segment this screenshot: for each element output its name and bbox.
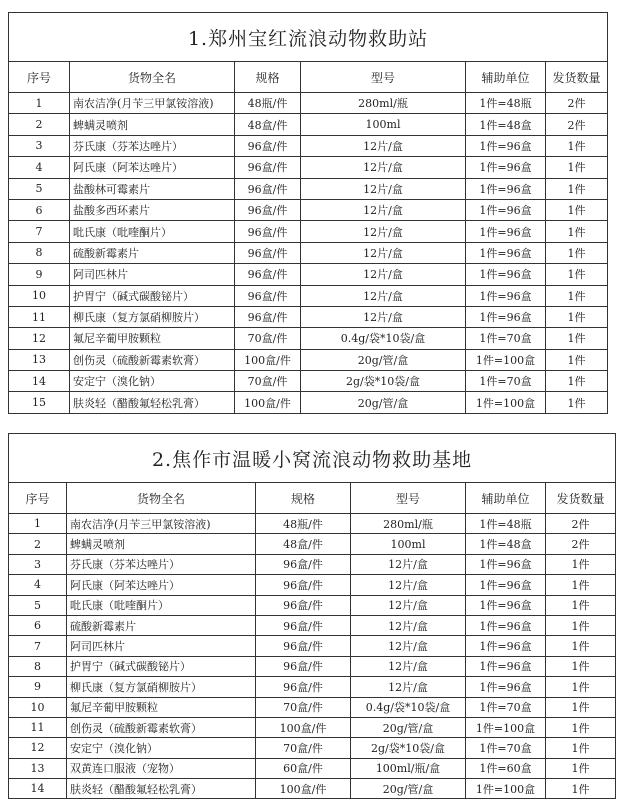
cell-quantity: 1件 (546, 656, 616, 676)
cell-aux-unit: 1件=100盒 (466, 717, 546, 737)
cell-spec: 96盒/件 (256, 636, 351, 656)
cell-aux-unit: 1件=96盒 (466, 636, 546, 656)
cell-quantity: 1件 (546, 595, 616, 615)
cell-index: 12 (9, 328, 70, 349)
cell-aux-unit: 1件=96盒 (466, 264, 546, 285)
cell-quantity: 1件 (546, 738, 616, 758)
header-row (9, 483, 616, 514)
table-row (9, 595, 616, 615)
cell-model: 280ml/瓶 (301, 93, 466, 114)
table-row (9, 178, 608, 199)
table-row (9, 656, 616, 676)
cell-aux-unit: 1件=70盒 (466, 697, 546, 717)
cell-quantity: 2件 (546, 93, 608, 114)
cell-index: 14 (9, 779, 67, 799)
cell-item-name: 芬氏康（芬苯达唑片） (67, 554, 256, 574)
cell-model: 20g/管/盒 (351, 779, 466, 799)
table-title: 2.焦作市温暖小窝流浪动物救助基地 (9, 434, 616, 483)
cell-model: 12片/盒 (351, 636, 466, 656)
cell-spec: 96盒/件 (256, 575, 351, 595)
cell-index: 7 (9, 636, 67, 656)
table-row (9, 264, 608, 285)
cell-item-name: 硫酸新霉素片 (67, 615, 256, 635)
cell-quantity: 1件 (546, 371, 608, 392)
cell-index: 7 (9, 221, 70, 242)
table-row (9, 135, 608, 156)
cell-aux-unit: 1件=96盒 (466, 157, 546, 178)
cell-quantity: 1件 (546, 779, 616, 799)
cell-model: 12片/盒 (301, 157, 466, 178)
cell-spec: 70盒/件 (235, 371, 301, 392)
table-row (9, 575, 616, 595)
cell-quantity: 1件 (546, 157, 608, 178)
table-row (9, 514, 616, 534)
cell-spec: 48盒/件 (256, 534, 351, 554)
cell-index: 13 (9, 349, 70, 370)
cell-aux-unit: 1件=96盒 (466, 285, 546, 306)
cell-item-name: 吡氏康（吡喹酮片） (67, 595, 256, 615)
header-spec: 规格 (256, 483, 351, 514)
cell-item-name: 蜱螨灵喷剂 (67, 534, 256, 554)
header-quantity: 发货数量 (546, 483, 616, 514)
cell-item-name: 肤炎轻（醋酸氟轻松乳膏） (70, 392, 235, 413)
cell-aux-unit: 1件=96盒 (466, 221, 546, 242)
table-row (9, 697, 616, 717)
header-model: 型号 (351, 483, 466, 514)
cell-quantity: 1件 (546, 135, 608, 156)
cell-spec: 96盒/件 (256, 615, 351, 635)
cell-item-name: 阿司匹林片 (67, 636, 256, 656)
cell-index: 11 (9, 717, 67, 737)
cell-quantity: 1件 (546, 717, 616, 737)
cell-spec: 96盒/件 (235, 221, 301, 242)
cell-index: 9 (9, 264, 70, 285)
cell-aux-unit: 1件=96盒 (466, 677, 546, 697)
cell-model: 280ml/瓶 (351, 514, 466, 534)
header-index: 序号 (9, 483, 67, 514)
cell-quantity: 1件 (546, 178, 608, 199)
cell-item-name: 创伤灵（硫酸新霉素软膏） (70, 349, 235, 370)
header-index: 序号 (9, 62, 70, 93)
cell-index: 13 (9, 758, 67, 778)
cell-aux-unit: 1件=96盒 (466, 242, 546, 263)
cell-quantity: 2件 (546, 534, 616, 554)
cell-index: 3 (9, 135, 70, 156)
cell-item-name: 氟尼辛葡甲胺颗粒 (67, 697, 256, 717)
cell-spec: 48瓶/件 (256, 514, 351, 534)
header-item-name: 货物全名 (67, 483, 256, 514)
cell-model: 12片/盒 (301, 264, 466, 285)
cell-item-name: 阿司匹林片 (70, 264, 235, 285)
cell-model: 12片/盒 (351, 615, 466, 635)
cell-quantity: 2件 (546, 114, 608, 135)
header-aux-unit: 辅助单位 (466, 62, 546, 93)
cell-quantity: 1件 (546, 575, 616, 595)
cell-aux-unit: 1件=100盒 (466, 392, 546, 413)
cell-index: 12 (9, 738, 67, 758)
cell-index: 10 (9, 285, 70, 306)
cell-quantity: 1件 (546, 615, 616, 635)
cell-quantity: 1件 (546, 697, 616, 717)
cell-aux-unit: 1件=96盒 (466, 199, 546, 220)
cell-index: 4 (9, 157, 70, 178)
cell-model: 12片/盒 (351, 656, 466, 676)
table-row (9, 758, 616, 778)
cell-index: 14 (9, 371, 70, 392)
cell-index: 11 (9, 306, 70, 327)
cell-item-name: 安定宁（溴化钠） (70, 371, 235, 392)
header-item-name: 货物全名 (70, 62, 235, 93)
table-row (9, 349, 608, 370)
cell-quantity: 1件 (546, 242, 608, 263)
cell-spec: 96盒/件 (256, 554, 351, 574)
cell-item-name: 安定宁（溴化钠） (67, 738, 256, 758)
cell-quantity: 1件 (546, 392, 608, 413)
cell-quantity: 1件 (546, 264, 608, 285)
cell-quantity: 1件 (546, 349, 608, 370)
title-row (9, 13, 608, 62)
cell-aux-unit: 1件=100盒 (466, 349, 546, 370)
cell-model: 12片/盒 (301, 135, 466, 156)
cell-item-name: 阿氏康（阿苯达唑片） (67, 575, 256, 595)
cell-index: 1 (9, 514, 67, 534)
cell-index: 4 (9, 575, 67, 595)
cell-model: 12片/盒 (351, 575, 466, 595)
header-aux-unit: 辅助单位 (466, 483, 546, 514)
cell-item-name: 柳氏康（复方氯硝柳胺片） (67, 677, 256, 697)
table-row (9, 717, 616, 737)
table-row (9, 114, 608, 135)
cell-spec: 70盒/件 (256, 697, 351, 717)
cell-item-name: 双黄连口服液（宠物） (67, 758, 256, 778)
cell-model: 12片/盒 (301, 221, 466, 242)
cell-index: 5 (9, 595, 67, 615)
cell-item-name: 柳氏康（复方氯硝柳胺片） (70, 306, 235, 327)
cell-spec: 96盒/件 (256, 595, 351, 615)
table-row (9, 221, 608, 242)
cell-item-name: 南农洁净(月苄三甲氯铵溶液) (67, 514, 256, 534)
cell-model: 12片/盒 (301, 306, 466, 327)
cell-aux-unit: 1件=70盒 (466, 328, 546, 349)
cell-item-name: 创伤灵（硫酸新霉素软膏） (67, 717, 256, 737)
table-row (9, 779, 616, 799)
cell-index: 2 (9, 114, 70, 135)
cell-item-name: 护胃宁（碱式碳酸铋片） (70, 285, 235, 306)
cell-item-name: 南农洁净(月苄三甲氯铵溶液) (70, 93, 235, 114)
shipment-table-zhengzhou (8, 12, 608, 414)
cell-spec: 48瓶/件 (235, 93, 301, 114)
cell-quantity: 1件 (546, 221, 608, 242)
cell-spec: 96盒/件 (235, 264, 301, 285)
cell-model: 0.4g/袋*10袋/盒 (301, 328, 466, 349)
cell-aux-unit: 1件=96盒 (466, 554, 546, 574)
cell-model: 12片/盒 (351, 554, 466, 574)
cell-aux-unit: 1件=96盒 (466, 656, 546, 676)
cell-item-name: 阿氏康（阿苯达唑片） (70, 157, 235, 178)
cell-spec: 96盒/件 (235, 178, 301, 199)
cell-spec: 96盒/件 (235, 157, 301, 178)
cell-item-name: 蜱螨灵喷剂 (70, 114, 235, 135)
table-row (9, 738, 616, 758)
cell-item-name: 肤炎轻（醋酸氟轻松乳膏） (67, 779, 256, 799)
table-row (9, 554, 616, 574)
cell-aux-unit: 1件=96盒 (466, 306, 546, 327)
cell-model: 2g/袋*10袋/盒 (351, 738, 466, 758)
table-row (9, 285, 608, 306)
cell-model: 100ml/瓶/盒 (351, 758, 466, 778)
table-row (9, 615, 616, 635)
cell-quantity: 1件 (546, 199, 608, 220)
cell-index: 2 (9, 534, 67, 554)
cell-model: 2g/袋*10袋/盒 (301, 371, 466, 392)
cell-spec: 96盒/件 (256, 656, 351, 676)
cell-quantity: 1件 (546, 677, 616, 697)
cell-index: 9 (9, 677, 67, 697)
cell-aux-unit: 1件=48盒 (466, 114, 546, 135)
cell-index: 15 (9, 392, 70, 413)
cell-aux-unit: 1件=96盒 (466, 615, 546, 635)
cell-quantity: 1件 (546, 758, 616, 778)
cell-model: 20g/管/盒 (351, 717, 466, 737)
cell-aux-unit: 1件=100盒 (466, 779, 546, 799)
cell-aux-unit: 1件=96盒 (466, 178, 546, 199)
cell-item-name: 盐酸林可霉素片 (70, 178, 235, 199)
table-row (9, 199, 608, 220)
cell-model: 20g/管/盒 (301, 349, 466, 370)
cell-index: 6 (9, 615, 67, 635)
header-model: 型号 (301, 62, 466, 93)
cell-spec: 96盒/件 (256, 677, 351, 697)
cell-model: 12片/盒 (301, 178, 466, 199)
cell-spec: 70盒/件 (256, 738, 351, 758)
table-row (9, 636, 616, 656)
cell-spec: 96盒/件 (235, 242, 301, 263)
cell-spec: 70盒/件 (235, 328, 301, 349)
cell-aux-unit: 1件=60盒 (466, 758, 546, 778)
cell-item-name: 盐酸多西环素片 (70, 199, 235, 220)
table-row (9, 371, 608, 392)
cell-index: 8 (9, 242, 70, 263)
cell-index: 8 (9, 656, 67, 676)
header-quantity: 发货数量 (546, 62, 608, 93)
table-row (9, 392, 608, 413)
table-body (9, 434, 616, 799)
cell-item-name: 芬氏康（芬苯达唑片） (70, 135, 235, 156)
table-row (9, 328, 608, 349)
table-row (9, 93, 608, 114)
cell-model: 12片/盒 (351, 677, 466, 697)
cell-quantity: 1件 (546, 328, 608, 349)
cell-quantity: 1件 (546, 285, 608, 306)
cell-model: 0.4g/袋*10袋/盒 (351, 697, 466, 717)
cell-model: 100ml (351, 534, 466, 554)
table-row (9, 677, 616, 697)
table-row (9, 242, 608, 263)
cell-aux-unit: 1件=70盒 (466, 371, 546, 392)
table-body (9, 13, 608, 414)
header-row (9, 62, 608, 93)
cell-aux-unit: 1件=96盒 (466, 575, 546, 595)
cell-item-name: 氟尼辛葡甲胺颗粒 (70, 328, 235, 349)
cell-spec: 100盒/件 (256, 717, 351, 737)
cell-spec: 100盒/件 (235, 349, 301, 370)
cell-model: 12片/盒 (351, 595, 466, 615)
table-row (9, 157, 608, 178)
cell-index: 5 (9, 178, 70, 199)
cell-spec: 100盒/件 (235, 392, 301, 413)
cell-model: 12片/盒 (301, 242, 466, 263)
cell-aux-unit: 1件=96盒 (466, 595, 546, 615)
cell-quantity: 1件 (546, 636, 616, 656)
cell-index: 1 (9, 93, 70, 114)
cell-spec: 96盒/件 (235, 285, 301, 306)
header-spec: 规格 (235, 62, 301, 93)
cell-model: 100ml (301, 114, 466, 135)
cell-quantity: 2件 (546, 514, 616, 534)
title-row (9, 434, 616, 483)
cell-spec: 60盒/件 (256, 758, 351, 778)
cell-aux-unit: 1件=48盒 (466, 534, 546, 554)
cell-spec: 96盒/件 (235, 199, 301, 220)
cell-aux-unit: 1件=70盒 (466, 738, 546, 758)
cell-item-name: 护胃宁（碱式碳酸铋片） (67, 656, 256, 676)
cell-index: 6 (9, 199, 70, 220)
cell-quantity: 1件 (546, 554, 616, 574)
cell-model: 20g/管/盒 (301, 392, 466, 413)
cell-item-name: 硫酸新霉素片 (70, 242, 235, 263)
cell-spec: 48盒/件 (235, 114, 301, 135)
cell-spec: 96盒/件 (235, 306, 301, 327)
cell-aux-unit: 1件=48瓶 (466, 93, 546, 114)
table-title: 1.郑州宝红流浪动物救助站 (9, 13, 608, 62)
cell-index: 3 (9, 554, 67, 574)
table-row (9, 534, 616, 554)
cell-index: 10 (9, 697, 67, 717)
cell-spec: 96盒/件 (235, 135, 301, 156)
shipment-table-jiaozuo (8, 433, 616, 799)
cell-spec: 100盒/件 (256, 779, 351, 799)
cell-item-name: 吡氏康（吡喹酮片） (70, 221, 235, 242)
cell-quantity: 1件 (546, 306, 608, 327)
cell-aux-unit: 1件=48瓶 (466, 514, 546, 534)
cell-model: 12片/盒 (301, 285, 466, 306)
cell-model: 12片/盒 (301, 199, 466, 220)
cell-aux-unit: 1件=96盒 (466, 135, 546, 156)
table-row (9, 306, 608, 327)
